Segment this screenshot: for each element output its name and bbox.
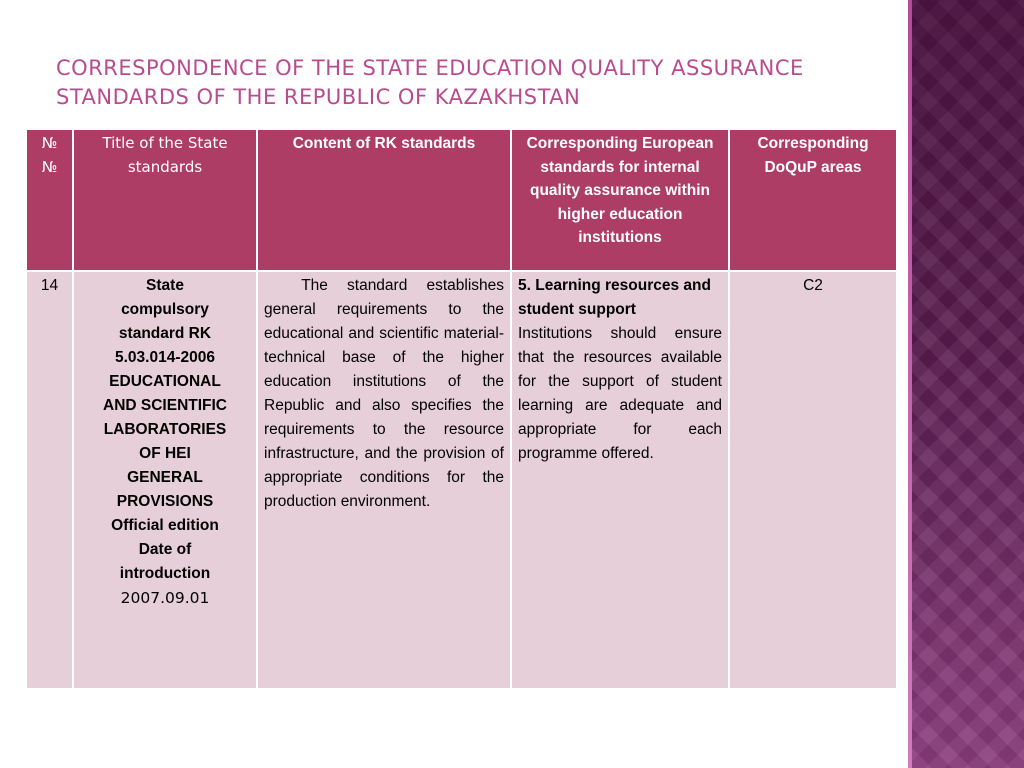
header-row xyxy=(26,129,897,271)
header-title: Title of the State standards xyxy=(73,129,257,271)
title-line: Official edition xyxy=(111,517,219,534)
decorative-side-panel xyxy=(912,0,1024,768)
table-row xyxy=(26,271,897,689)
title-line: PROVISIONS xyxy=(116,493,214,510)
row-content xyxy=(257,271,511,689)
row-number: 14 xyxy=(26,271,73,689)
european-body: Institutions should ensure that the resources available for the support of student learning are adequate and appropriate for each programme offered. xyxy=(518,325,722,462)
table-body xyxy=(26,271,897,689)
header-content: Content of RK standards xyxy=(257,129,511,271)
title-line: standard RK xyxy=(118,325,212,342)
title-line: compulsory xyxy=(121,301,209,318)
header-number: № № xyxy=(26,129,73,271)
header-european: Corresponding European standards for internal quality assurance within higher education institutions xyxy=(511,129,729,271)
title-line: AND SCIENTIFIC xyxy=(103,397,227,414)
title-line: introduction xyxy=(119,565,211,582)
row-european xyxy=(511,271,729,689)
header-doqup: Corresponding DoQuP areas xyxy=(729,129,897,271)
row-title xyxy=(73,271,257,689)
title-line: GENERAL xyxy=(127,469,203,486)
title-line: Date of xyxy=(138,541,192,558)
title-line: LABORATORIES xyxy=(103,421,227,438)
title-line: 5.03.014-2006 xyxy=(115,349,215,366)
standards-table xyxy=(25,128,898,690)
slide-title: CORRESPONDENCE OF THE STATE EDUCATION QUALITY ASSURANCE STANDARDS OF THE REPUBLIC OF KAZAKHSTAN xyxy=(56,56,804,109)
european-heading: 5. Learning resources and student support xyxy=(518,277,711,318)
table-header xyxy=(26,129,897,271)
introduction-date: 2007.09.01 xyxy=(120,589,210,607)
content-text: The standard establishes general requirements to the educational and scientific material-technical base of the higher education institutions of the Republic and also specifies the requirements to the resource infrastructure, and the provision of appropriate conditions for the production environment. xyxy=(264,277,504,510)
row-doqup: C2 xyxy=(729,271,897,689)
title-line: State xyxy=(146,277,184,294)
title-line: OF HEI xyxy=(139,445,191,462)
title-line: EDUCATIONAL xyxy=(109,373,221,390)
